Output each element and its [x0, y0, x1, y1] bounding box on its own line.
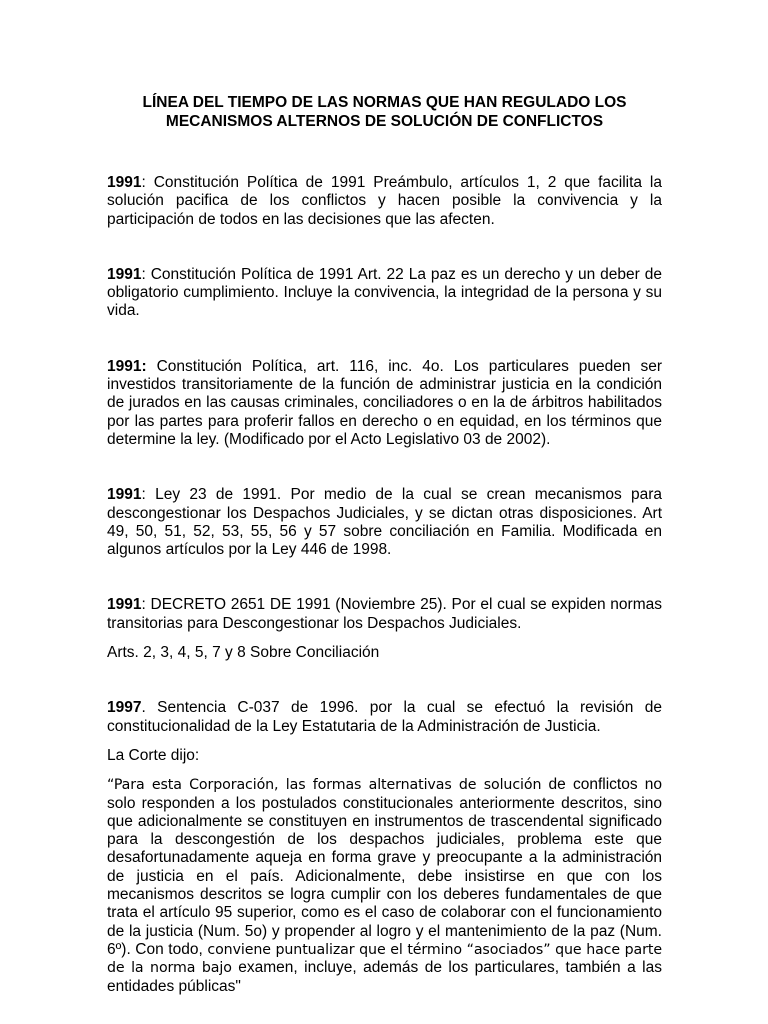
- court-said-label: La Corte dijo:: [107, 746, 200, 764]
- quote-end: examen, incluye, además de los particulares, también a las entidades públicas": [107, 959, 662, 995]
- entry-text: Ley 23 de 1991. Por medio de la cual se crean mecanismos para descongestionar los Despachos Judiciales, y se dictan otras disposiciones. Art 49, 50, 51, 52, 53, 55, 56 y 57 sobre conciliación en Familia. Modificada en algunos artículos por la Ley 446 de 1998.: [107, 486, 662, 559]
- entry-separator: :: [141, 174, 146, 191]
- quote-middle: conviene puntualizar que el término “asociados” que hace parte de la norma bajo: [107, 941, 662, 977]
- entry-text: Sentencia C-037 de 1996. por la cual se efectuó la revisión de constitucionalidad de la Ley Estatutaria de la Administración de Justicia.: [107, 699, 662, 735]
- entry-year: 1997: [107, 699, 142, 717]
- entry-separator: .: [141, 699, 146, 717]
- entry-year: 1991: [107, 265, 142, 283]
- entry-text: Constitución Política, art. 116, inc. 4o. Los particulares pueden ser investidos transitoriamente de la función de administrar justicia en la condición de jurados en las causas criminales, conciliadores o en la de árbitros habilitados por las partes para proferir fallos en derecho o en equidad, en los términos que determine la ley. (Modificado por el Acto Legislativo 03 de 2002).: [107, 357, 662, 448]
- entry-year: 1991: [107, 174, 142, 191]
- timeline-entry-5: [107, 596, 662, 633]
- timeline-entry-1: [107, 174, 662, 229]
- quote-body: de conflictos no solo responden a los postulados constitucionales anteriormente descritos, sino que adicionalmente se constituyen en instrumentos de trascendental significado para la descongestión de los despachos judiciales, problema este que desafortunadamente aqueja en forma grave y preocupante a la administración de justicia en el país. Adicionalmente, debe insistirse en que con los mecanismos descritos se logra cumplir con los deberes fundamentales de que trata el artículo 95 superior, como es el caso de colaborar con el funcionamiento de la justicia (Num. 5o) y propender al logro y el mantenimiento de la paz (Num. 6º). Con todo,: [107, 776, 662, 958]
- timeline-entry-5-articles: Arts. 2, 3, 4, 5, 7 y 8 Sobre Conciliación: [107, 644, 380, 662]
- court-quote: [107, 776, 662, 996]
- entry-year: 1991:: [107, 357, 147, 375]
- title-line-1: LÍNEA DEL TIEMPO DE LAS NORMAS QUE HAN REGULADO LOS: [142, 94, 627, 111]
- quote-lead: “Para esta Corporación, las formas alternativas de solución: [107, 777, 542, 794]
- entry-text: DECRETO 2651 DE 1991 (Noviembre 25). Por el cual se expiden normas transitorias para Descongestionar los Despachos Judiciales.: [107, 596, 662, 632]
- entry-text: Constitución Política de 1991 Art. 22 La paz es un derecho y un deber de obligatorio cumplimiento. Incluye la convivencia, la integridad de la persona y su vida.: [107, 265, 662, 320]
- entry-separator: :: [141, 265, 146, 283]
- title-line-2: MECANISMOS ALTERNOS DE SOLUCIÓN DE CONFLICTOS: [165, 113, 604, 130]
- timeline-entry-2: [107, 266, 662, 321]
- entry-year: 1991: [107, 486, 142, 504]
- document-title: [107, 93, 662, 131]
- entry-text: Constitución Política de 1991 Preámbulo, artículos 1, 2 que facilita la solución pacifica de los conflictos y hacen posible la convivencia y la participación de todos en las decisiones que las afecten.: [107, 174, 662, 228]
- entry-separator: :: [141, 596, 146, 614]
- timeline-entry-6: [107, 699, 662, 736]
- timeline-entry-3: [107, 358, 662, 449]
- entry-separator: :: [141, 486, 146, 504]
- entry-year: 1991: [107, 596, 142, 614]
- timeline-entry-4: [107, 486, 662, 559]
